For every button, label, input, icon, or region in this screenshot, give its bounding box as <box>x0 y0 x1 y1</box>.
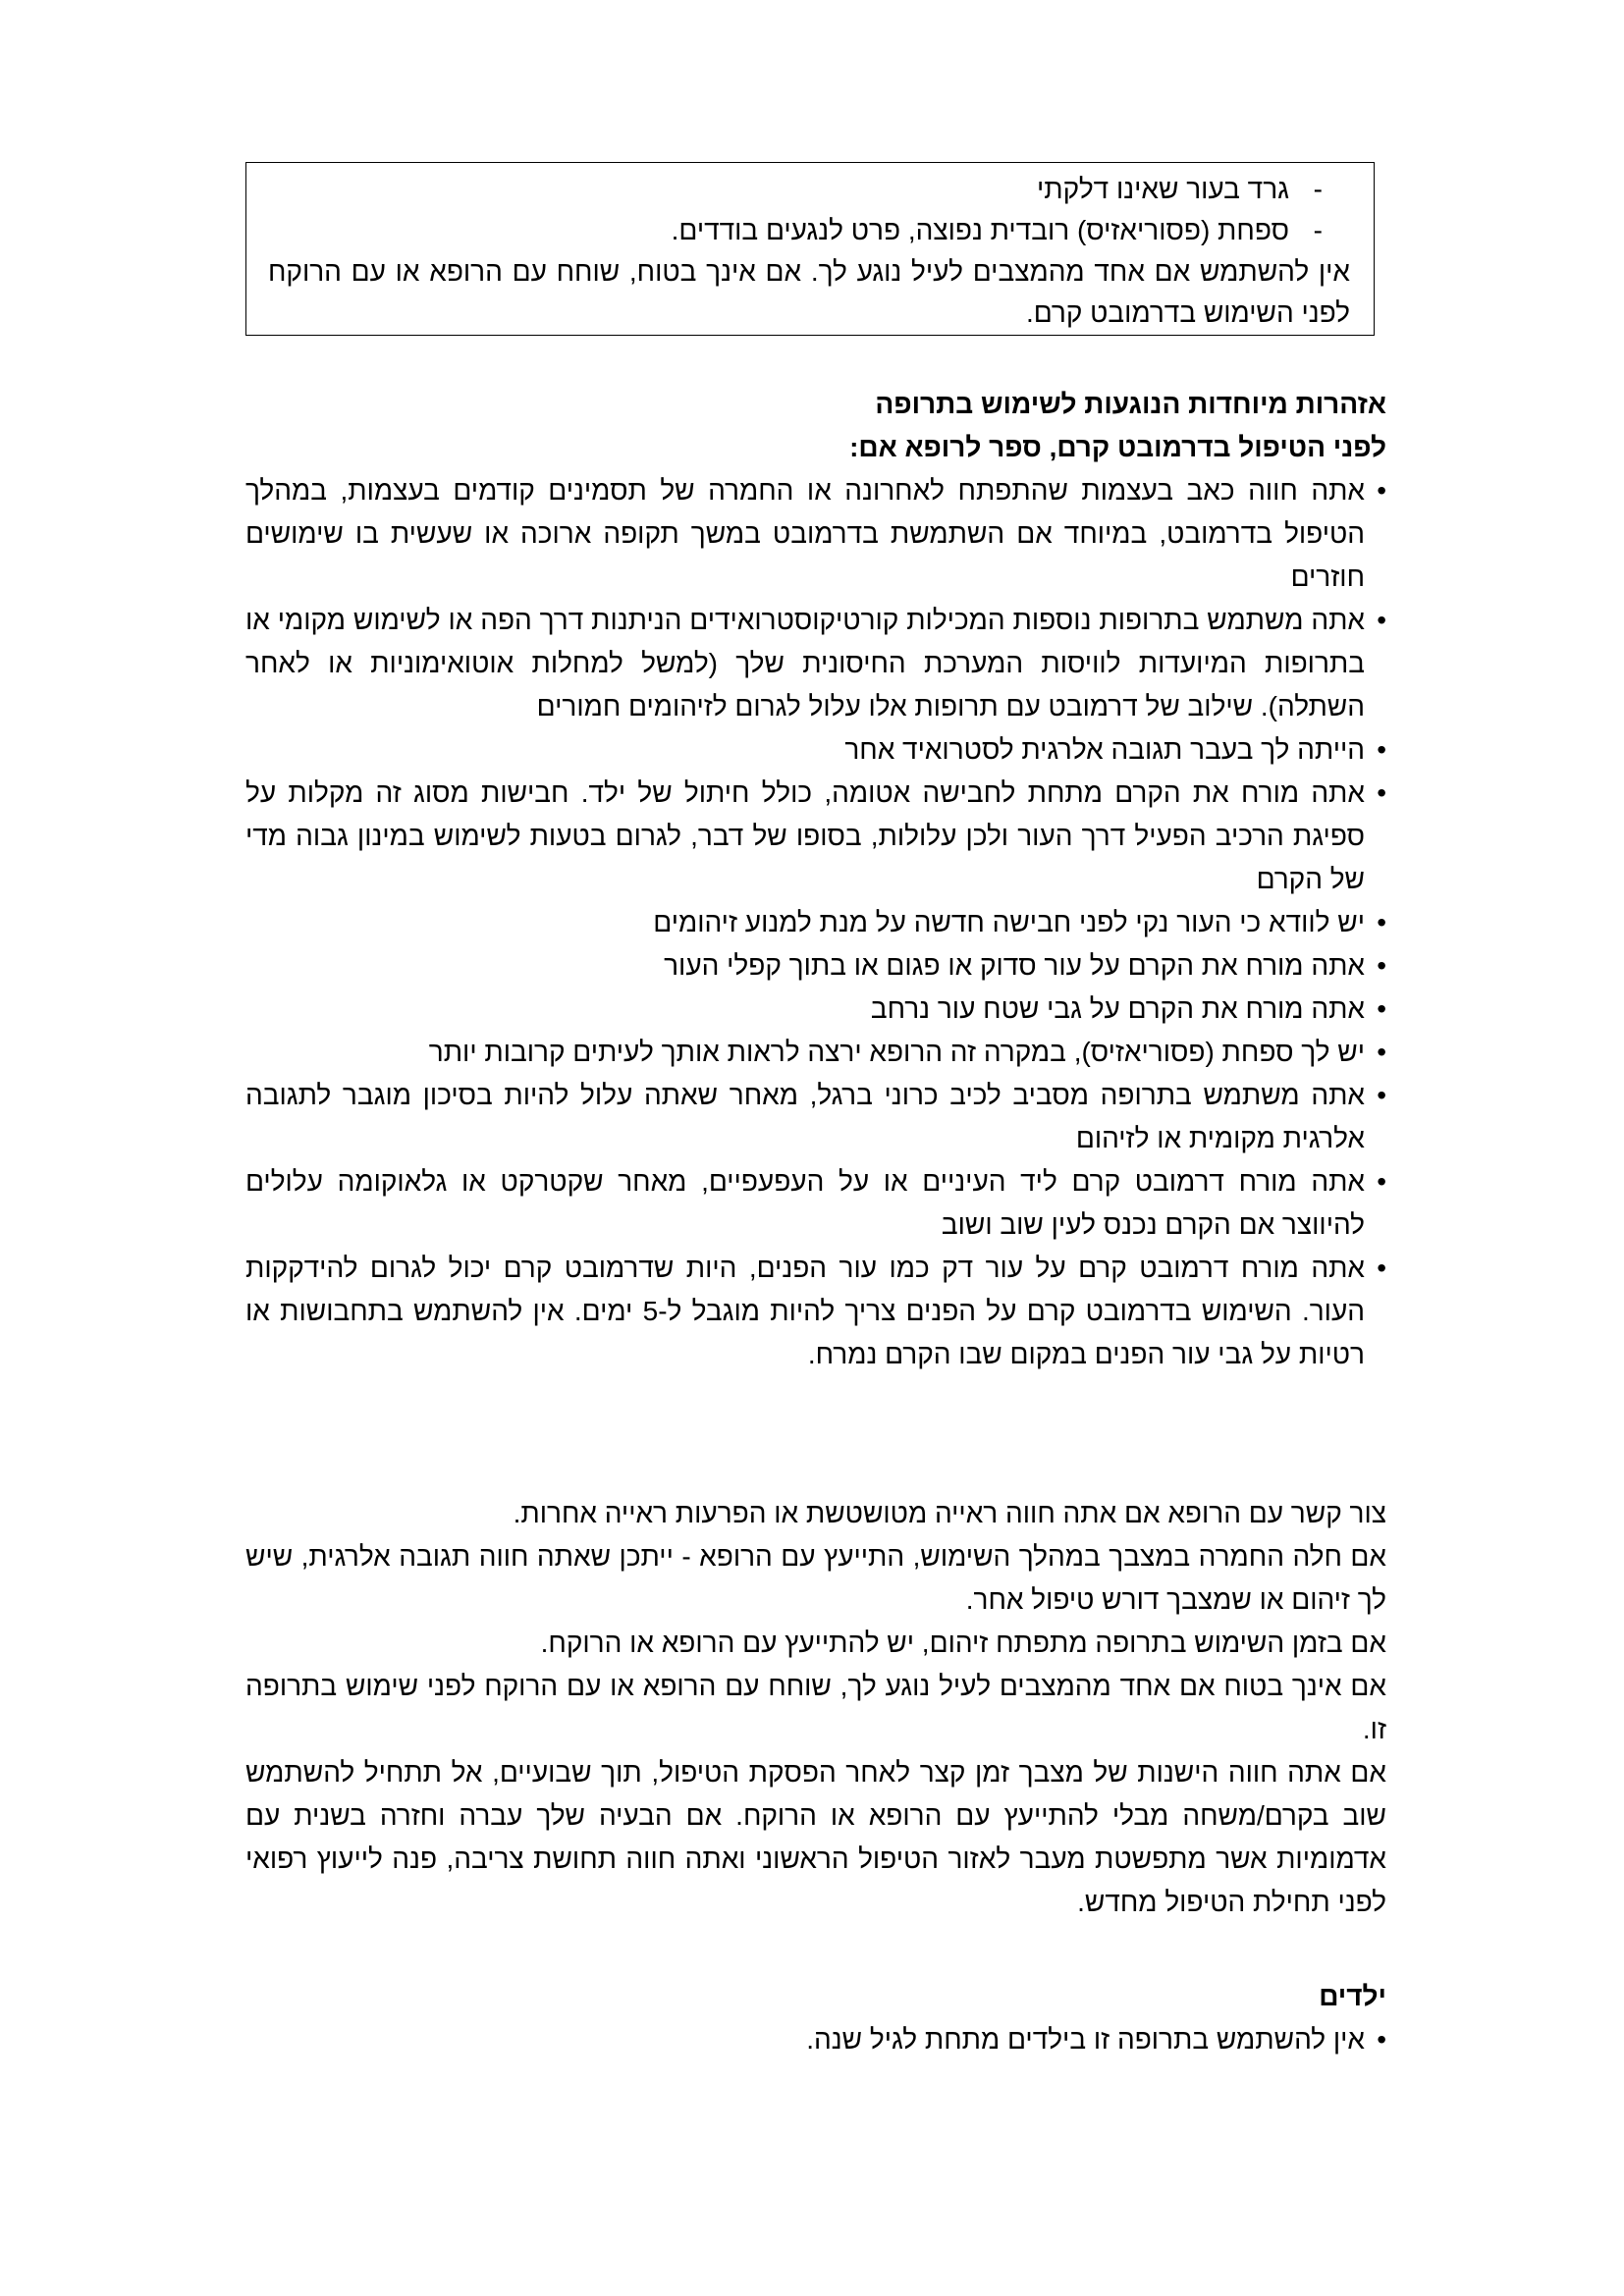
children-heading: ילדים <box>1319 1981 1386 2011</box>
list-item <box>245 901 1386 944</box>
bullet-icon: • <box>1377 605 1386 635</box>
list-item <box>245 988 1386 1031</box>
list-item-text: אתה מורח דרמובט קרם על עור דק כמו עור הפנים, היות שדרמובט קרם יכול לגרום להידקקות העור. השימוש בדרמובט קרם על הפנים צריך להיות מוגבל ל-5 ימים. אין להשתמש בתחבושות או רטיות על גבי עור הפנים במקום שבו הקרם נמרח. <box>245 1253 1365 1369</box>
list-item <box>245 1074 1386 1160</box>
list-item <box>245 2018 1386 2061</box>
bullet-icon: • <box>1377 734 1386 765</box>
bullet-icon: • <box>1377 993 1386 1024</box>
list-item-text: הייתה לך בעבר תגובה אלרגית לסטרואיד אחר <box>844 734 1365 765</box>
bullet-icon: • <box>1377 1037 1386 1067</box>
list-item <box>245 1031 1386 1074</box>
list-item <box>245 728 1386 772</box>
list-item-text: אתה מורח את הקרם על עור סדוק או פגום או בתוך קפלי העור <box>664 950 1365 981</box>
note-paragraph: אם בזמן השימוש בתרופה מתפתח זיהום, יש להתייעץ עם הרופא או הרוקח. <box>540 1628 1386 1658</box>
bullet-icon: • <box>1377 777 1386 808</box>
list-item-text: יש לך ספחת (פסוריאזיס), במקרה זה הרופא ירצה לראות אותך לעיתים קרובות יותר <box>428 1037 1365 1067</box>
contraindications-box <box>245 162 1375 336</box>
dash-marker: - <box>1313 174 1323 204</box>
list-item <box>245 469 1386 599</box>
list-item <box>245 1160 1386 1247</box>
list-item-text: אתה משתמש בתרופות נוספות המכילות קורטיקוסטרואידים הניתנות דרך הפה או לשימוש מקומי או בתרופות המיועדות לוויסות המערכת החיסונית שלך (למשל למחלות אוטואימוניות או לאחר השתלה). שילוב של דרמובט עם תרופות אלו עלול לגרום לזיהומים חמורים <box>245 605 1365 721</box>
notes-section <box>245 1492 1386 1924</box>
bullet-icon: • <box>1377 950 1386 981</box>
note-paragraph: צור קשר עם הרופא אם אתה חווה ראייה מטושטשת או הפרעות ראייה אחרות. <box>513 1498 1386 1528</box>
note-paragraph: אם אתה חווה הישנות של מצבך זמן קצר לאחר הפסקת הטיפול, תוך שבועיים, אל תתחיל להשתמש שוב בקרם/משחה מבלי להתייעץ עם הרופא או הרוקח. אם הבעיה שלך עברה וחזרה בשנית עם אדמומיות אשר מתפשטת מעבר לאזור הטיפול הראשוני ואתה חווה תחושת צריבה, פנה לייעוץ רפואי לפני תחילת הטיפול מחדש. <box>245 1757 1386 1917</box>
box-line-2-text: ספחת (פסוריאזיס) רובדית נפוצה, פרט לנגעים בודדים. <box>671 215 1289 245</box>
box-line-1-text: גרד בעור שאינו דלקתי <box>1036 174 1289 204</box>
list-item-text: אתה מורח את הקרם מתחת לחבישה אטומה, כולל חיתול של ילד. חבישות מסוג זה מקלות על ספיגת הרכיב הפעיל דרך העור ולכן עלולות, בסופו של דבר, לגרום בטעות לשימוש במינון גבוה מדי של הקרם <box>245 777 1365 894</box>
list-item-text: אתה מורח דרמובט קרם ליד העיניים או על העפעפיים, מאחר שקטרקט או גלאוקומה עלולים להיווצר אם הקרם נכנס לעין שוב ושוב <box>245 1166 1365 1240</box>
bullet-icon: • <box>1377 907 1386 937</box>
box-line-3: אין להשתמש אם אחד מהמצבים לעיל נוגע לך. אם אינך בטוח, שוחח עם הרופא או עם הרוקח לפני השימוש בדרמובט קרם. <box>268 256 1350 328</box>
list-item-text: יש לוודא כי העור נקי לפני חבישה חדשה על מנת למנוע זיהומים <box>653 907 1365 937</box>
note-paragraph: אם אינך בטוח אם אחד מהמצבים לעיל נוגע לך, שוחח עם הרופא או עם הרוקח לפני שימוש בתרופה זו. <box>245 1671 1386 1744</box>
warnings-subheading: לפני הטיפול בדרמובט קרם, ספר לרופא אם: <box>849 432 1386 462</box>
bullet-icon: • <box>1377 1253 1386 1283</box>
box-line-2 <box>268 210 1350 251</box>
note-paragraph: אם חלה החמרה במצבך במהלך השימוש, התייעץ עם הרופא - ייתכן שאתה חווה תגובה אלרגית, שיש לך זיהום או שמצבך דורש טיפול אחר. <box>245 1541 1386 1615</box>
list-item-text: אתה חווה כאב בעצמות שהתפתח לאחרונה או החמרה של תסמינים קודמים בעצמות, במהלך הטיפול בדרמובט, במיוחד אם השתמשת בדרמובט במשך תקופה ארוכה או שעשית בו שימושים חוזרים <box>245 475 1365 592</box>
list-item <box>245 599 1386 728</box>
bullet-icon: • <box>1377 1080 1386 1110</box>
dash-marker: - <box>1313 215 1323 245</box>
list-item <box>245 1247 1386 1376</box>
bullet-icon: • <box>1377 2024 1386 2055</box>
box-line-1 <box>268 169 1350 210</box>
bullet-icon: • <box>1377 475 1386 506</box>
children-list <box>245 2018 1386 2061</box>
warnings-list <box>245 469 1386 1376</box>
list-item-text: אתה מורח את הקרם על גבי שטח עור נרחב <box>870 993 1365 1024</box>
list-item-text: אתה משתמש בתרופה מסביב לכיב כרוני ברגל, מאחר שאתה עלול להיות בסיכון מוגבר לתגובה אלרגית מקומית או לזיהום <box>245 1080 1365 1153</box>
list-item <box>245 944 1386 988</box>
list-item <box>245 772 1386 901</box>
warnings-heading: אזהרות מיוחדות הנוגעות לשימוש בתרופה <box>875 389 1386 419</box>
children-section <box>245 1975 1386 2061</box>
bullet-icon: • <box>1377 1166 1386 1197</box>
warnings-section <box>245 383 1386 1376</box>
list-item-text: אין להשתמש בתרופה זו בילדים מתחת לגיל שנה. <box>806 2024 1365 2055</box>
